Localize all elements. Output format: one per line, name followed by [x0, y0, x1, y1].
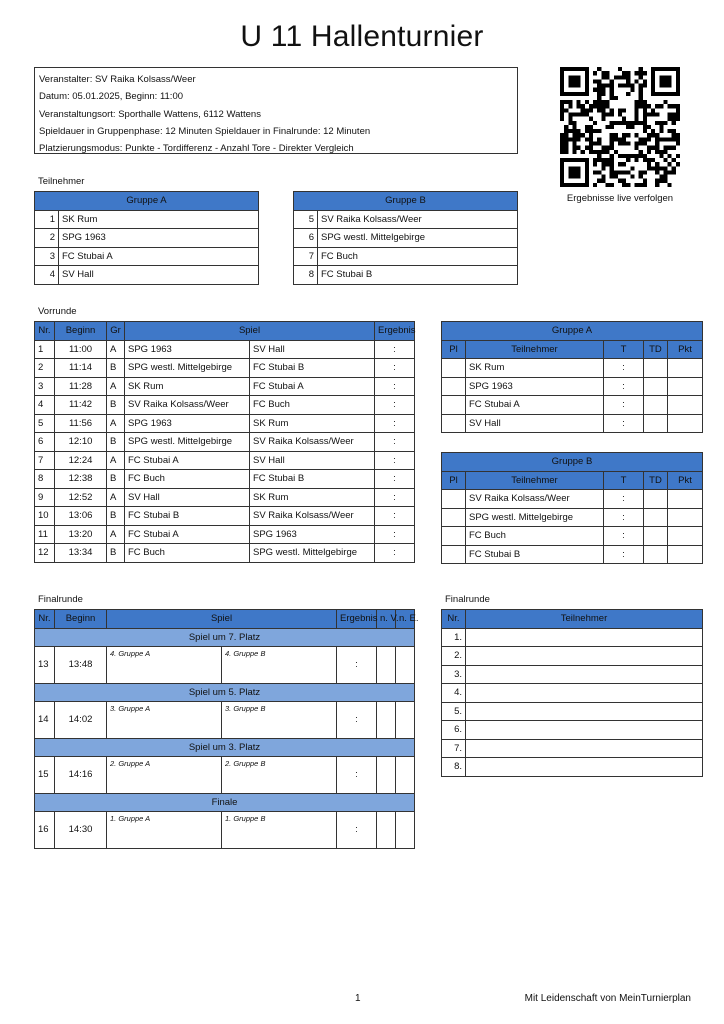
- game-title: Finale: [35, 793, 415, 811]
- match-score: :: [375, 470, 415, 489]
- place-team: [466, 758, 703, 777]
- match-row: [35, 507, 415, 526]
- standings-row: [442, 377, 703, 396]
- overtime-cell: [377, 756, 396, 793]
- goals-cell: :: [603, 527, 643, 546]
- place-nr: 3.: [442, 665, 466, 684]
- place-cell: [442, 414, 466, 433]
- away-team: FC Stubai A: [250, 377, 375, 396]
- goals-cell: :: [603, 359, 643, 378]
- goal-diff-cell: [643, 527, 667, 546]
- page-title: U 11 Hallenturnier: [240, 20, 484, 53]
- away-placeholder: 2. Gruppe B: [222, 756, 337, 793]
- place-nr: 6.: [442, 721, 466, 740]
- overtime-cell: [377, 811, 396, 848]
- col-teilnehmer: Teilnehmer: [466, 610, 703, 629]
- match-score: :: [375, 488, 415, 507]
- goal-diff-cell: [643, 414, 667, 433]
- match-group: B: [107, 396, 125, 415]
- match-time: 11:56: [55, 414, 107, 433]
- finalrunde-label: Finalrunde: [38, 594, 83, 605]
- col-spiel: Spiel: [125, 322, 375, 341]
- place-cell: [442, 377, 466, 396]
- match-score: :: [375, 507, 415, 526]
- team-nr: 3: [35, 247, 59, 266]
- platzierung-table: [441, 609, 703, 777]
- match-group: B: [107, 507, 125, 526]
- table-row: [35, 229, 259, 248]
- match-score: :: [375, 377, 415, 396]
- team-name: SK Rum: [59, 210, 259, 229]
- final-match-row: [35, 701, 415, 738]
- table-row: [294, 266, 518, 285]
- place-team: [466, 739, 703, 758]
- col-pl: Pl: [442, 471, 466, 490]
- match-row: [35, 359, 415, 378]
- game-title-row: [35, 793, 415, 811]
- match-score: :: [375, 359, 415, 378]
- vorrunde-table: [34, 321, 415, 563]
- team-name: FC Stubai B: [466, 545, 604, 564]
- placement-row: [442, 684, 703, 703]
- points-cell: [667, 414, 702, 433]
- standings-row: [442, 508, 703, 527]
- goal-diff-cell: [643, 508, 667, 527]
- info-venue: Veranstaltungsort: Sporthalle Wattens, 6112 Wattens: [39, 108, 261, 120]
- place-cell: [442, 508, 466, 527]
- col-pkt: Pkt: [667, 340, 702, 359]
- goal-diff-cell: [643, 490, 667, 509]
- points-cell: [667, 527, 702, 546]
- home-team: SPG 1963: [125, 340, 250, 359]
- standings-row: [442, 396, 703, 415]
- away-placeholder: 3. Gruppe B: [222, 701, 337, 738]
- placement-row: [442, 628, 703, 647]
- match-row: [35, 544, 415, 563]
- match-score: :: [337, 811, 377, 848]
- final-match-row: [35, 756, 415, 793]
- match-nr: 1: [35, 340, 55, 359]
- team-name: SK Rum: [466, 359, 604, 378]
- place-team: [466, 684, 703, 703]
- points-cell: [667, 545, 702, 564]
- match-score: :: [337, 646, 377, 683]
- match-group: A: [107, 488, 125, 507]
- match-time: 12:10: [55, 433, 107, 452]
- team-nr: 7: [294, 247, 318, 266]
- match-nr: 4: [35, 396, 55, 415]
- col-ergebnis: Ergebnis: [375, 322, 415, 341]
- goal-diff-cell: [643, 545, 667, 564]
- match-time: 14:16: [55, 756, 107, 793]
- goals-cell: :: [603, 377, 643, 396]
- match-score: :: [337, 756, 377, 793]
- col-nr: Nr.: [442, 610, 466, 629]
- team-name: FC Stubai B: [318, 266, 518, 285]
- place-nr: 1.: [442, 628, 466, 647]
- away-team: SK Rum: [250, 488, 375, 507]
- col-t: T: [603, 340, 643, 359]
- info-organizer: Veranstalter: SV Raika Kolsass/Weer: [39, 74, 196, 85]
- penalty-cell: [396, 646, 415, 683]
- col-beginn: Beginn: [55, 610, 107, 629]
- place-cell: [442, 527, 466, 546]
- game-title-row: [35, 683, 415, 701]
- team-name: SPG westl. Mittelgebirge: [318, 229, 518, 248]
- match-time: 11:14: [55, 359, 107, 378]
- place-cell: [442, 490, 466, 509]
- team-name: SPG 1963: [59, 229, 259, 248]
- place-nr: 7.: [442, 739, 466, 758]
- overtime-cell: [377, 701, 396, 738]
- placement-row: [442, 758, 703, 777]
- standings-row: [442, 545, 703, 564]
- match-time: 13:20: [55, 525, 107, 544]
- col-pkt: Pkt: [667, 471, 702, 490]
- place-team: [466, 702, 703, 721]
- col-nr: Nr.: [35, 322, 55, 341]
- match-time: 11:42: [55, 396, 107, 415]
- goals-cell: :: [603, 545, 643, 564]
- qr-code-icon[interactable]: [560, 67, 680, 187]
- team-nr: 1: [35, 210, 59, 229]
- standings-row: [442, 527, 703, 546]
- away-team: SV Raika Kolsass/Weer: [250, 433, 375, 452]
- qr-caption: Ergebnisse live verfolgen: [566, 193, 674, 204]
- points-cell: [667, 359, 702, 378]
- match-score: :: [375, 544, 415, 563]
- finalrunde-table: [34, 609, 419, 849]
- game-title-row: [35, 738, 415, 756]
- match-nr: 9: [35, 488, 55, 507]
- info-ranking-mode: Platzierungsmodus: Punkte - Tordifferenz - Anzahl Tore - Direkter Vergleich: [39, 143, 354, 155]
- home-team: SPG westl. Mittelgebirge: [125, 359, 250, 378]
- home-team: FC Buch: [125, 544, 250, 563]
- col-nr: Nr.: [35, 610, 55, 629]
- home-team: FC Stubai A: [125, 525, 250, 544]
- home-team: FC Buch: [125, 470, 250, 489]
- match-score: :: [337, 701, 377, 738]
- goals-cell: :: [603, 490, 643, 509]
- team-name: SV Raika Kolsass/Weer: [466, 490, 604, 509]
- match-nr: 15: [35, 756, 55, 793]
- match-row: [35, 470, 415, 489]
- match-score: :: [375, 340, 415, 359]
- penalty-cell: [396, 756, 415, 793]
- place-nr: 2.: [442, 647, 466, 666]
- match-time: 12:38: [55, 470, 107, 489]
- standings-row: [442, 414, 703, 433]
- final-match-row: [35, 811, 415, 848]
- gruppe-a-header: Gruppe A: [35, 192, 259, 211]
- place-nr: 8.: [442, 758, 466, 777]
- placement-row: [442, 739, 703, 758]
- team-nr: 4: [35, 266, 59, 285]
- match-group: A: [107, 414, 125, 433]
- col-pl: Pl: [442, 340, 466, 359]
- home-placeholder: 4. Gruppe A: [107, 646, 222, 683]
- page-number: 1: [355, 993, 361, 1004]
- match-time: 14:30: [55, 811, 107, 848]
- place-cell: [442, 396, 466, 415]
- home-team: SV Raika Kolsass/Weer: [125, 396, 250, 415]
- goals-cell: :: [603, 508, 643, 527]
- away-team: FC Stubai B: [250, 470, 375, 489]
- platzierung-label: Finalrunde: [445, 594, 490, 605]
- match-time: 12:24: [55, 451, 107, 470]
- away-team: FC Stubai B: [250, 359, 375, 378]
- goal-diff-cell: [643, 396, 667, 415]
- match-score: :: [375, 525, 415, 544]
- col-nv: n. V.: [377, 610, 396, 629]
- table-row: [294, 210, 518, 229]
- place-cell: [442, 545, 466, 564]
- match-score: :: [375, 396, 415, 415]
- home-placeholder: 2. Gruppe A: [107, 756, 222, 793]
- col-td: TD: [643, 340, 667, 359]
- goal-diff-cell: [643, 377, 667, 396]
- match-time: 14:02: [55, 701, 107, 738]
- teilnehmer-label: Teilnehmer: [38, 176, 85, 187]
- place-nr: 4.: [442, 684, 466, 703]
- table-row: [35, 210, 259, 229]
- team-name: FC Buch: [466, 527, 604, 546]
- match-group: A: [107, 451, 125, 470]
- team-name: SPG 1963: [466, 377, 604, 396]
- placement-row: [442, 665, 703, 684]
- match-score: :: [375, 451, 415, 470]
- match-row: [35, 525, 415, 544]
- place-team: [466, 721, 703, 740]
- penalty-cell: [396, 701, 415, 738]
- team-nr: 5: [294, 210, 318, 229]
- placement-row: [442, 721, 703, 740]
- away-team: SV Hall: [250, 451, 375, 470]
- home-team: SPG 1963: [125, 414, 250, 433]
- col-gr: Gr: [107, 322, 125, 341]
- team-name: FC Stubai A: [59, 247, 259, 266]
- team-name: FC Stubai A: [466, 396, 604, 415]
- placement-row: [442, 647, 703, 666]
- match-row: [35, 433, 415, 452]
- match-row: [35, 396, 415, 415]
- match-nr: 13: [35, 646, 55, 683]
- table-row: [294, 229, 518, 248]
- points-cell: [667, 396, 702, 415]
- place-team: [466, 647, 703, 666]
- col-spiel: Spiel: [107, 610, 337, 629]
- penalty-cell: [396, 811, 415, 848]
- footer-credit: Mit Leidenschaft von MeinTurnierplan: [524, 993, 691, 1004]
- team-name: SPG westl. Mittelgebirge: [466, 508, 604, 527]
- points-cell: [667, 490, 702, 509]
- match-group: B: [107, 470, 125, 489]
- match-nr: 5: [35, 414, 55, 433]
- place-team: [466, 628, 703, 647]
- match-nr: 12: [35, 544, 55, 563]
- col-beginn: Beginn: [55, 322, 107, 341]
- tabelle-gruppe-b: [441, 452, 703, 564]
- teilnehmer-gruppe-b-table: [293, 191, 518, 285]
- home-team: FC Stubai B: [125, 507, 250, 526]
- match-group: A: [107, 525, 125, 544]
- team-name: SV Hall: [59, 266, 259, 285]
- away-team: SV Raika Kolsass/Weer: [250, 507, 375, 526]
- info-date: Datum: 05.01.2025, Beginn: 11:00: [39, 91, 184, 103]
- home-team: SK Rum: [125, 377, 250, 396]
- match-row: [35, 414, 415, 433]
- away-placeholder: 1. Gruppe B: [222, 811, 337, 848]
- goals-cell: :: [603, 396, 643, 415]
- match-row: [35, 451, 415, 470]
- table-row: [35, 247, 259, 266]
- team-name: SV Hall: [466, 414, 604, 433]
- standings-row: [442, 490, 703, 509]
- col-teilnehmer: Teilnehmer: [466, 340, 604, 359]
- col-teilnehmer: Teilnehmer: [466, 471, 604, 490]
- vorrunde-label: Vorrunde: [38, 306, 77, 317]
- match-row: [35, 340, 415, 359]
- info-duration: Spieldauer in Gruppenphase: 12 Minuten Spieldauer in Finalrunde: 12 Minuten: [39, 125, 371, 137]
- table-row: [294, 247, 518, 266]
- home-placeholder: 3. Gruppe A: [107, 701, 222, 738]
- match-row: [35, 488, 415, 507]
- game-title: Spiel um 7. Platz: [35, 628, 415, 646]
- match-group: B: [107, 359, 125, 378]
- game-title: Spiel um 5. Platz: [35, 683, 415, 701]
- gruppe-b-header: Gruppe B: [294, 192, 518, 211]
- final-match-row: [35, 646, 415, 683]
- match-nr: 8: [35, 470, 55, 489]
- points-cell: [667, 508, 702, 527]
- away-team: SK Rum: [250, 414, 375, 433]
- match-nr: 16: [35, 811, 55, 848]
- info-box: [34, 67, 518, 154]
- match-time: 13:06: [55, 507, 107, 526]
- match-group: B: [107, 544, 125, 563]
- home-team: SV Hall: [125, 488, 250, 507]
- match-group: A: [107, 340, 125, 359]
- col-ergebnis: Ergebnis: [337, 610, 377, 629]
- match-group: B: [107, 433, 125, 452]
- overtime-cell: [377, 646, 396, 683]
- match-nr: 3: [35, 377, 55, 396]
- match-nr: 6: [35, 433, 55, 452]
- game-title: Spiel um 3. Platz: [35, 738, 415, 756]
- away-team: SPG 1963: [250, 525, 375, 544]
- tabelle-gruppe-b-title: Gruppe B: [442, 453, 703, 472]
- team-name: SV Raika Kolsass/Weer: [318, 210, 518, 229]
- teilnehmer-gruppe-a-table: [34, 191, 259, 285]
- match-time: 13:48: [55, 646, 107, 683]
- match-nr: 2: [35, 359, 55, 378]
- table-row: [35, 266, 259, 285]
- match-row: [35, 377, 415, 396]
- team-nr: 8: [294, 266, 318, 285]
- match-nr: 10: [35, 507, 55, 526]
- place-nr: 5.: [442, 702, 466, 721]
- col-ne: n. E.: [396, 610, 415, 629]
- points-cell: [667, 377, 702, 396]
- standings-row: [442, 359, 703, 378]
- away-team: SPG westl. Mittelgebirge: [250, 544, 375, 563]
- tabelle-gruppe-a-title: Gruppe A: [442, 322, 703, 341]
- home-team: FC Stubai A: [125, 451, 250, 470]
- col-t: T: [603, 471, 643, 490]
- match-time: 12:52: [55, 488, 107, 507]
- match-nr: 11: [35, 525, 55, 544]
- away-team: FC Buch: [250, 396, 375, 415]
- match-score: :: [375, 433, 415, 452]
- tabelle-gruppe-a: [441, 321, 703, 433]
- match-nr: 7: [35, 451, 55, 470]
- place-cell: [442, 359, 466, 378]
- col-td: TD: [643, 471, 667, 490]
- goals-cell: :: [603, 414, 643, 433]
- match-time: 11:28: [55, 377, 107, 396]
- home-placeholder: 1. Gruppe A: [107, 811, 222, 848]
- match-time: 13:34: [55, 544, 107, 563]
- place-team: [466, 665, 703, 684]
- match-score: :: [375, 414, 415, 433]
- team-nr: 6: [294, 229, 318, 248]
- match-nr: 14: [35, 701, 55, 738]
- match-time: 11:00: [55, 340, 107, 359]
- match-group: A: [107, 377, 125, 396]
- team-name: FC Buch: [318, 247, 518, 266]
- away-placeholder: 4. Gruppe B: [222, 646, 337, 683]
- placement-row: [442, 702, 703, 721]
- game-title-row: [35, 628, 415, 646]
- goal-diff-cell: [643, 359, 667, 378]
- away-team: SV Hall: [250, 340, 375, 359]
- home-team: SPG westl. Mittelgebirge: [125, 433, 250, 452]
- team-nr: 2: [35, 229, 59, 248]
